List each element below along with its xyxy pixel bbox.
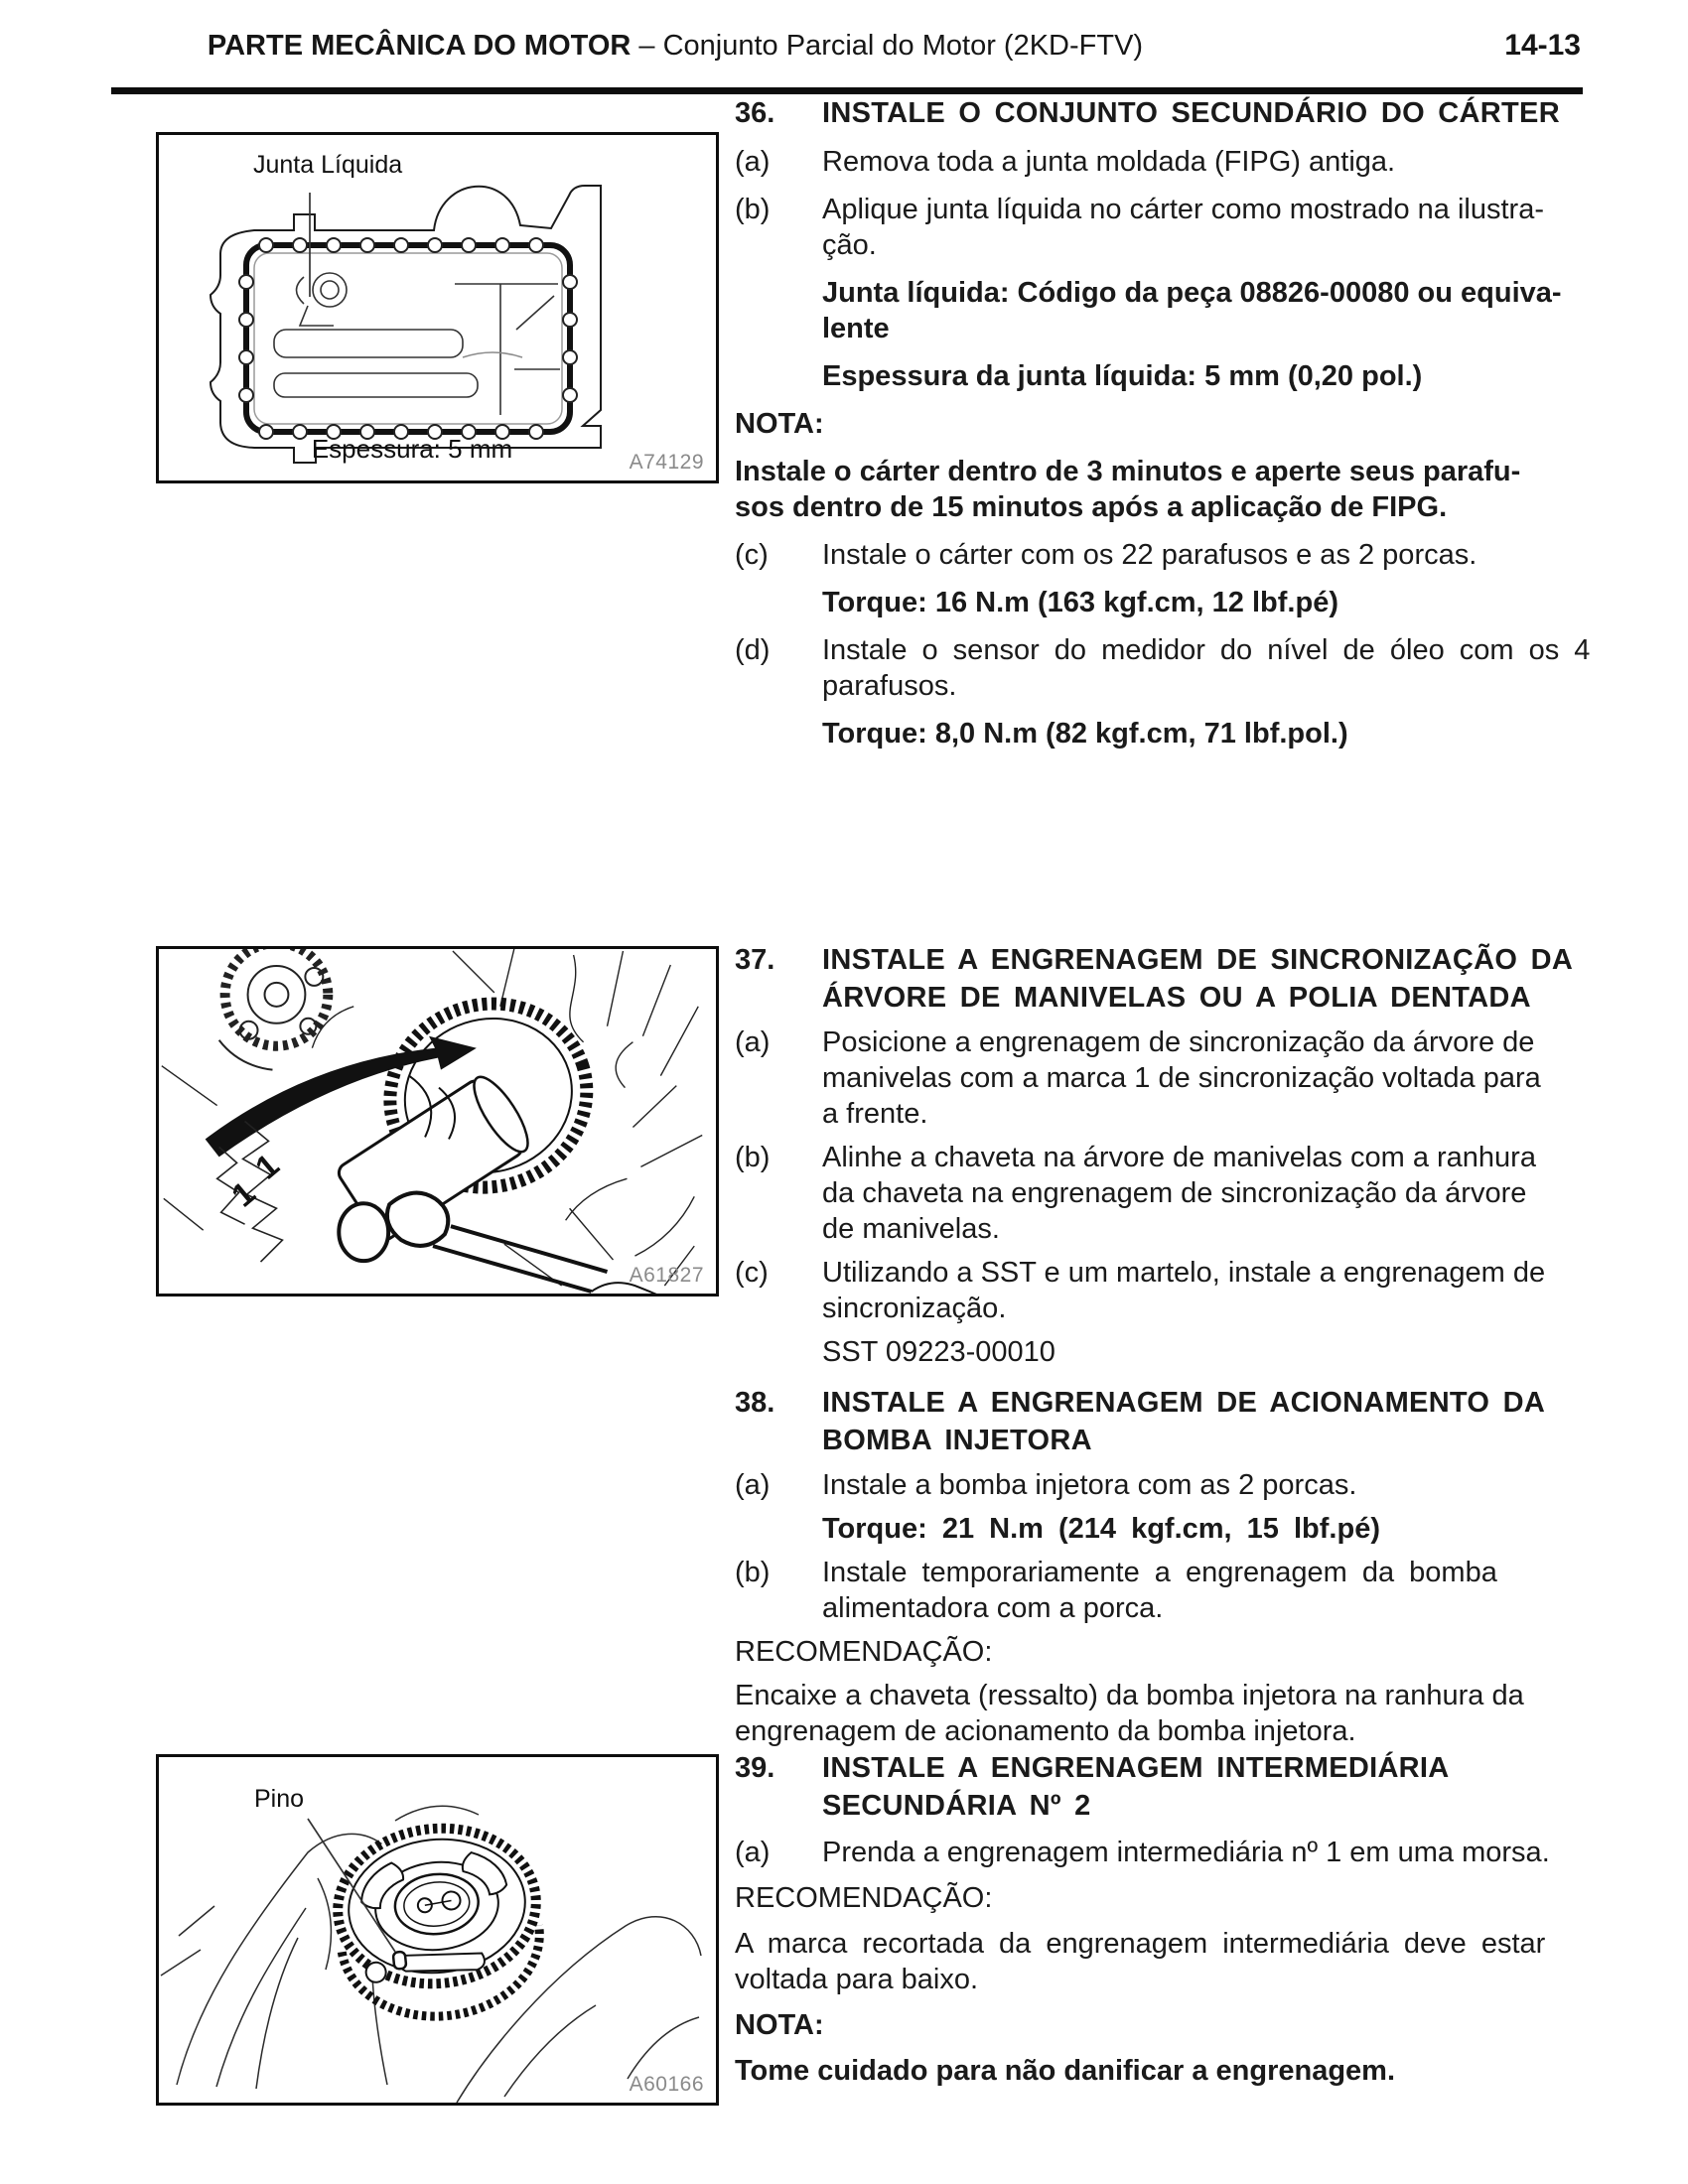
sst-reference xyxy=(822,1334,1595,1370)
item-marker: (c) xyxy=(735,539,769,571)
recomendacao-paragraph xyxy=(735,1926,1595,1997)
item-marker: (b) xyxy=(735,1557,771,1588)
text-line: Instale o cárter com os 22 parafusos e as 2 porcas. xyxy=(822,539,1477,571)
nota-paragraph xyxy=(735,2053,1595,2089)
step-39-heading xyxy=(735,1749,1595,1825)
text-line: alimentadora com a porca. xyxy=(822,1592,1164,1624)
text-line: Instale o sensor do medidor do nível de óleo com os 4 xyxy=(822,634,1591,666)
item-marker: (b) xyxy=(735,194,771,225)
page-number: 14-13 xyxy=(1504,29,1581,62)
header-subtitle: – Conjunto Parcial do Motor (2KD-FTV) xyxy=(638,30,1144,62)
text-line: de manivelas. xyxy=(822,1213,1000,1245)
instructions-step-36 xyxy=(735,94,1595,751)
step-36-item-b xyxy=(735,192,1595,263)
text-line: a frente. xyxy=(822,1098,928,1130)
spec-junta-liquida xyxy=(822,275,1595,346)
step-title: SECUNDÁRIA Nº 2 xyxy=(822,1790,1091,1822)
page-header xyxy=(60,30,1291,63)
step-38-heading xyxy=(735,1384,1595,1459)
text-line: Torque: 16 N.m (163 kgf.cm, 12 lbf.pé) xyxy=(822,587,1338,618)
recomendacao-label xyxy=(735,1634,1595,1670)
text-line: Tome cuidado para não danificar a engrenagem. xyxy=(735,2055,1396,2087)
figure1-callout-junta-liquida: Junta Líquida xyxy=(253,151,403,179)
nota-label xyxy=(735,2007,1595,2043)
text-line: manivelas com a marca 1 de sincronização voltada para xyxy=(822,1062,1541,1094)
recomendacao-label xyxy=(735,1880,1595,1916)
spec-torque-16nm xyxy=(822,585,1595,620)
step-37-heading xyxy=(735,941,1595,1017)
item-marker: (b) xyxy=(735,1142,771,1173)
step-36-item-a xyxy=(735,144,1595,180)
step-number: 38. xyxy=(735,1387,775,1419)
text-line: Instale temporariamente a engrenagem da bomba xyxy=(822,1557,1497,1588)
step-38-item-a xyxy=(735,1467,1595,1503)
item-marker: (c) xyxy=(735,1257,769,1289)
step-37-item-b xyxy=(735,1140,1595,1247)
text-line: sos dentro de 15 minutos após a aplicação de FIPG. xyxy=(735,491,1448,523)
figure1-caption-espessura: Espessura: 5 mm xyxy=(311,434,513,464)
figure3-code: A60166 xyxy=(629,2073,704,2096)
text-line: parafusos. xyxy=(822,670,957,702)
text-line: Torque: 8,0 N.m (82 kgf.cm, 71 lbf.pol.) xyxy=(822,718,1348,750)
item-marker: (d) xyxy=(735,634,771,666)
spec-torque-21nm xyxy=(822,1511,1595,1547)
step-title: INSTALE A ENGRENAGEM DE ACIONAMENTO DA xyxy=(822,1387,1546,1419)
text-line: Espessura da junta líquida: 5 mm (0,20 pol.) xyxy=(822,360,1423,392)
step-39-item-a xyxy=(735,1835,1595,1870)
step-38-item-b xyxy=(735,1555,1595,1626)
text-line: voltada para baixo. xyxy=(735,1964,979,1995)
text-line: Posicione a engrenagem de sincronização da árvore de xyxy=(822,1026,1535,1058)
step-number: 37. xyxy=(735,944,775,976)
text-line: lente xyxy=(822,313,890,344)
step-title: BOMBA INJETORA xyxy=(822,1425,1092,1456)
oil-pan-illustration xyxy=(159,135,716,480)
item-marker: (a) xyxy=(735,1026,771,1058)
step-title: INSTALE A ENGRENAGEM INTERMEDIÁRIA xyxy=(822,1752,1450,1784)
step-title: ÁRVORE DE MANIVELAS OU A POLIA DENTADA xyxy=(822,982,1531,1014)
instructions-steps-37-38 xyxy=(735,941,1595,1749)
figure3-callout-pino: Pino xyxy=(254,1785,305,1813)
text-line: ção. xyxy=(822,229,877,261)
item-marker: (a) xyxy=(735,1469,771,1501)
spec-torque-8nm xyxy=(822,716,1595,751)
text-line: RECOMENDAÇÃO: xyxy=(735,1636,993,1668)
text-line: SST 09223-00010 xyxy=(822,1336,1055,1368)
text-line: Remova toda a junta moldada (FIPG) antiga. xyxy=(822,146,1396,178)
step-36-item-c xyxy=(735,537,1595,573)
text-line: Torque: 21 N.m (214 kgf.cm, 15 lbf.pé) xyxy=(822,1513,1380,1545)
instructions-step-39 xyxy=(735,1749,1595,2089)
figure-timing-gear-install xyxy=(156,946,719,1297)
step-37-item-a xyxy=(735,1024,1595,1132)
item-marker: (a) xyxy=(735,146,771,178)
step-number: 36. xyxy=(735,97,775,129)
figure-idle-gear-vise xyxy=(156,1754,719,2106)
nota-paragraph xyxy=(735,454,1595,525)
text-line: NOTA: xyxy=(735,2009,824,2041)
step-number: 39. xyxy=(735,1752,775,1784)
text-line: RECOMENDAÇÃO: xyxy=(735,1882,993,1914)
text-line: sincronização. xyxy=(822,1293,1007,1324)
timing-gear-illustration xyxy=(159,949,716,1294)
figure2-timing-mark-2: 1 xyxy=(223,1173,262,1214)
text-line: Prenda a engrenagem intermediária nº 1 em uma morsa. xyxy=(822,1837,1550,1868)
text-line: Instale o cárter dentro de 3 minutos e aperte seus parafu- xyxy=(735,456,1521,487)
header-section-title: PARTE MECÂNICA DO MOTOR xyxy=(207,30,632,62)
step-title: INSTALE A ENGRENAGEM DE SINCRONIZAÇÃO DA xyxy=(822,944,1574,976)
nota-label xyxy=(735,406,1595,442)
text-line: engrenagem de acionamento da bomba injetora. xyxy=(735,1715,1356,1747)
step-37-item-c xyxy=(735,1255,1595,1326)
spec-espessura xyxy=(822,358,1595,394)
text-line: Instale a bomba injetora com as 2 porcas. xyxy=(822,1469,1357,1501)
figure1-code: A74129 xyxy=(629,451,704,474)
recomendacao-paragraph xyxy=(735,1678,1595,1749)
text-line: A marca recortada da engrenagem intermediária deve estar xyxy=(735,1928,1546,1960)
item-marker: (a) xyxy=(735,1837,771,1868)
text-line: NOTA: xyxy=(735,408,824,440)
text-line: Alinhe a chaveta na árvore de manivelas com a ranhura xyxy=(822,1142,1536,1173)
header-rule xyxy=(111,87,1583,94)
text-line: Aplique junta líquida no cárter como mostrado na ilustra- xyxy=(822,194,1544,225)
text-line: Junta líquida: Código da peça 08826-00080 ou equiva- xyxy=(822,277,1562,309)
figure2-timing-mark-1: 1 xyxy=(247,1146,286,1186)
figure-oil-pan-fipg xyxy=(156,132,719,483)
text-line: Encaixe a chaveta (ressalto) da bomba injetora na ranhura da xyxy=(735,1680,1524,1711)
step-title: INSTALE O CONJUNTO SECUNDÁRIO DO CÁRTER xyxy=(822,97,1560,129)
idle-gear-illustration xyxy=(159,1757,716,2103)
figure2-code: A61827 xyxy=(629,1264,704,1287)
step-36-heading xyxy=(735,94,1595,132)
step-36-item-d xyxy=(735,632,1595,704)
text-line: Utilizando a SST e um martelo, instale a engrenagem de xyxy=(822,1257,1546,1289)
text-line: da chaveta na engrenagem de sincronização da árvore xyxy=(822,1177,1527,1209)
